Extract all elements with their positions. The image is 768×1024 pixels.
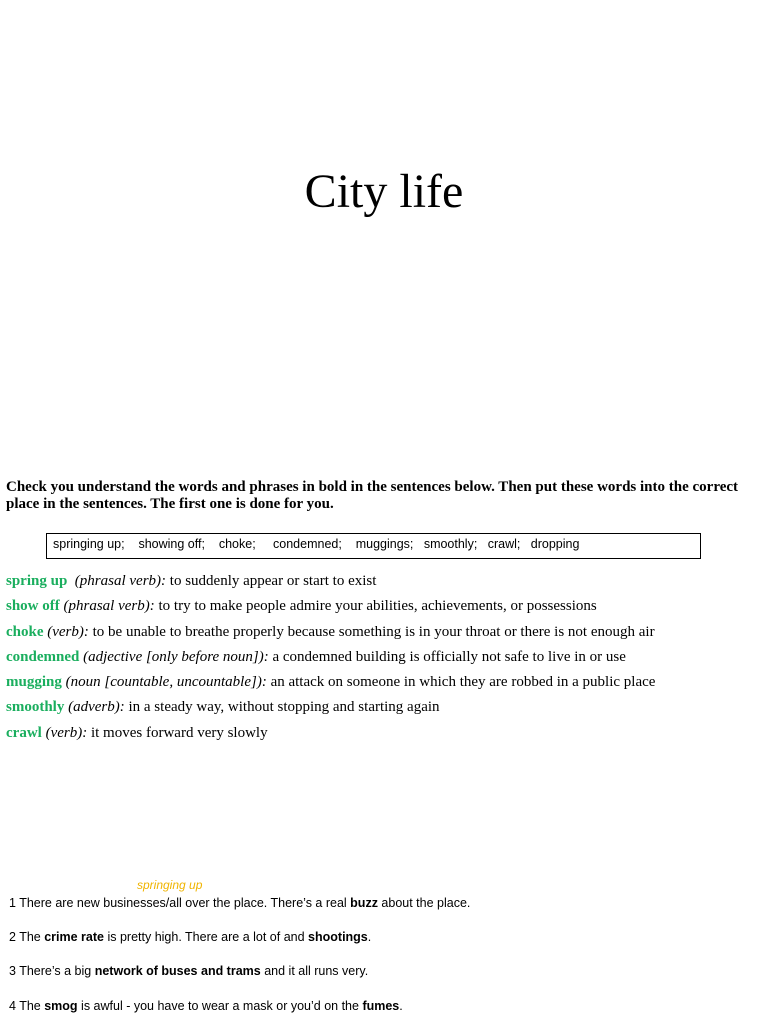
definition-item: [6, 646, 766, 671]
definition-term: choke: [6, 623, 44, 640]
sentence-4: [9, 999, 403, 1013]
instructions: Check you understand the words and phrases in bold in the sentences below. Then put these words into the correct place in the sentences. The first one is done for you.: [6, 479, 739, 512]
sentence-text: about the place.: [377, 896, 471, 910]
bold-term: buzz: [350, 896, 378, 910]
word-box: springing up; showing off; choke; condemned; muggings; smoothly; crawl; dropping: [46, 533, 701, 559]
definition-pos: (phrasal verb):: [63, 598, 155, 615]
definition-item: [6, 696, 766, 721]
bold-term: crime rate: [44, 930, 104, 944]
sentence-3: [9, 964, 368, 978]
definition-pos: (verb):: [45, 724, 88, 741]
bold-term: fumes: [362, 999, 400, 1013]
definition-pos: (verb):: [47, 623, 89, 640]
sentence-text: 3 There’s a big: [9, 964, 95, 978]
definition-text: to try to make people admire your abilities, achievements, or possessions: [158, 598, 597, 615]
definition-item: [6, 671, 766, 696]
sentence-text: .: [367, 930, 372, 944]
page-title: City life: [304, 165, 464, 218]
sentence-text: 2 The: [9, 930, 45, 944]
definition-text: it moves forward very slowly: [90, 724, 268, 741]
definition-item: [6, 570, 766, 595]
definition-text: to be unable to breathe properly because something is in your throat or there is not enough air: [92, 623, 655, 640]
definition-term: condemned: [6, 648, 80, 665]
example-answer: springing up: [137, 878, 203, 892]
definition-pos: (noun [countable, uncountable]):: [65, 674, 267, 691]
sentence-text: 4 The: [9, 999, 45, 1013]
definition-term: mugging: [6, 674, 62, 691]
definition-pos: (adverb):: [68, 699, 125, 716]
definition-term: spring up: [6, 573, 68, 589]
definition-term: smoothly: [6, 699, 65, 716]
sentence-text: is pretty high. There are a lot of and: [103, 930, 309, 944]
sentence-text: is awful - you have to wear a mask or you’d on the: [77, 999, 363, 1013]
definition-pos: (phrasal verb):: [74, 573, 167, 589]
definition-text: to suddenly appear or start to exist: [169, 573, 377, 589]
sentence-text: and it all runs very.: [260, 964, 369, 978]
definition-item: [6, 722, 766, 747]
definition-text: a condemned building is officially not safe to live in or use: [272, 648, 626, 665]
definition-text: an attack on someone in which they are robbed in a public place: [270, 674, 656, 691]
definition-pos: (adjective [only before noun]):: [83, 648, 269, 665]
sentence-2: [9, 930, 371, 944]
definition-item: [6, 621, 766, 646]
definition-text: in a steady way, without stopping and starting again: [128, 699, 440, 716]
bold-term: shootings: [308, 930, 368, 944]
bold-term: network of buses and trams: [94, 964, 261, 978]
bold-term: smog: [44, 999, 78, 1013]
definitions-list: [6, 570, 766, 747]
definition-item: [6, 595, 766, 620]
definition-term: crawl: [6, 724, 42, 741]
sentence-text: .: [399, 999, 403, 1013]
definition-term: show off: [6, 598, 60, 615]
sentence-text: 1 There are new businesses/all over the place. There’s a real: [9, 896, 351, 910]
sentence-1: [9, 896, 470, 910]
